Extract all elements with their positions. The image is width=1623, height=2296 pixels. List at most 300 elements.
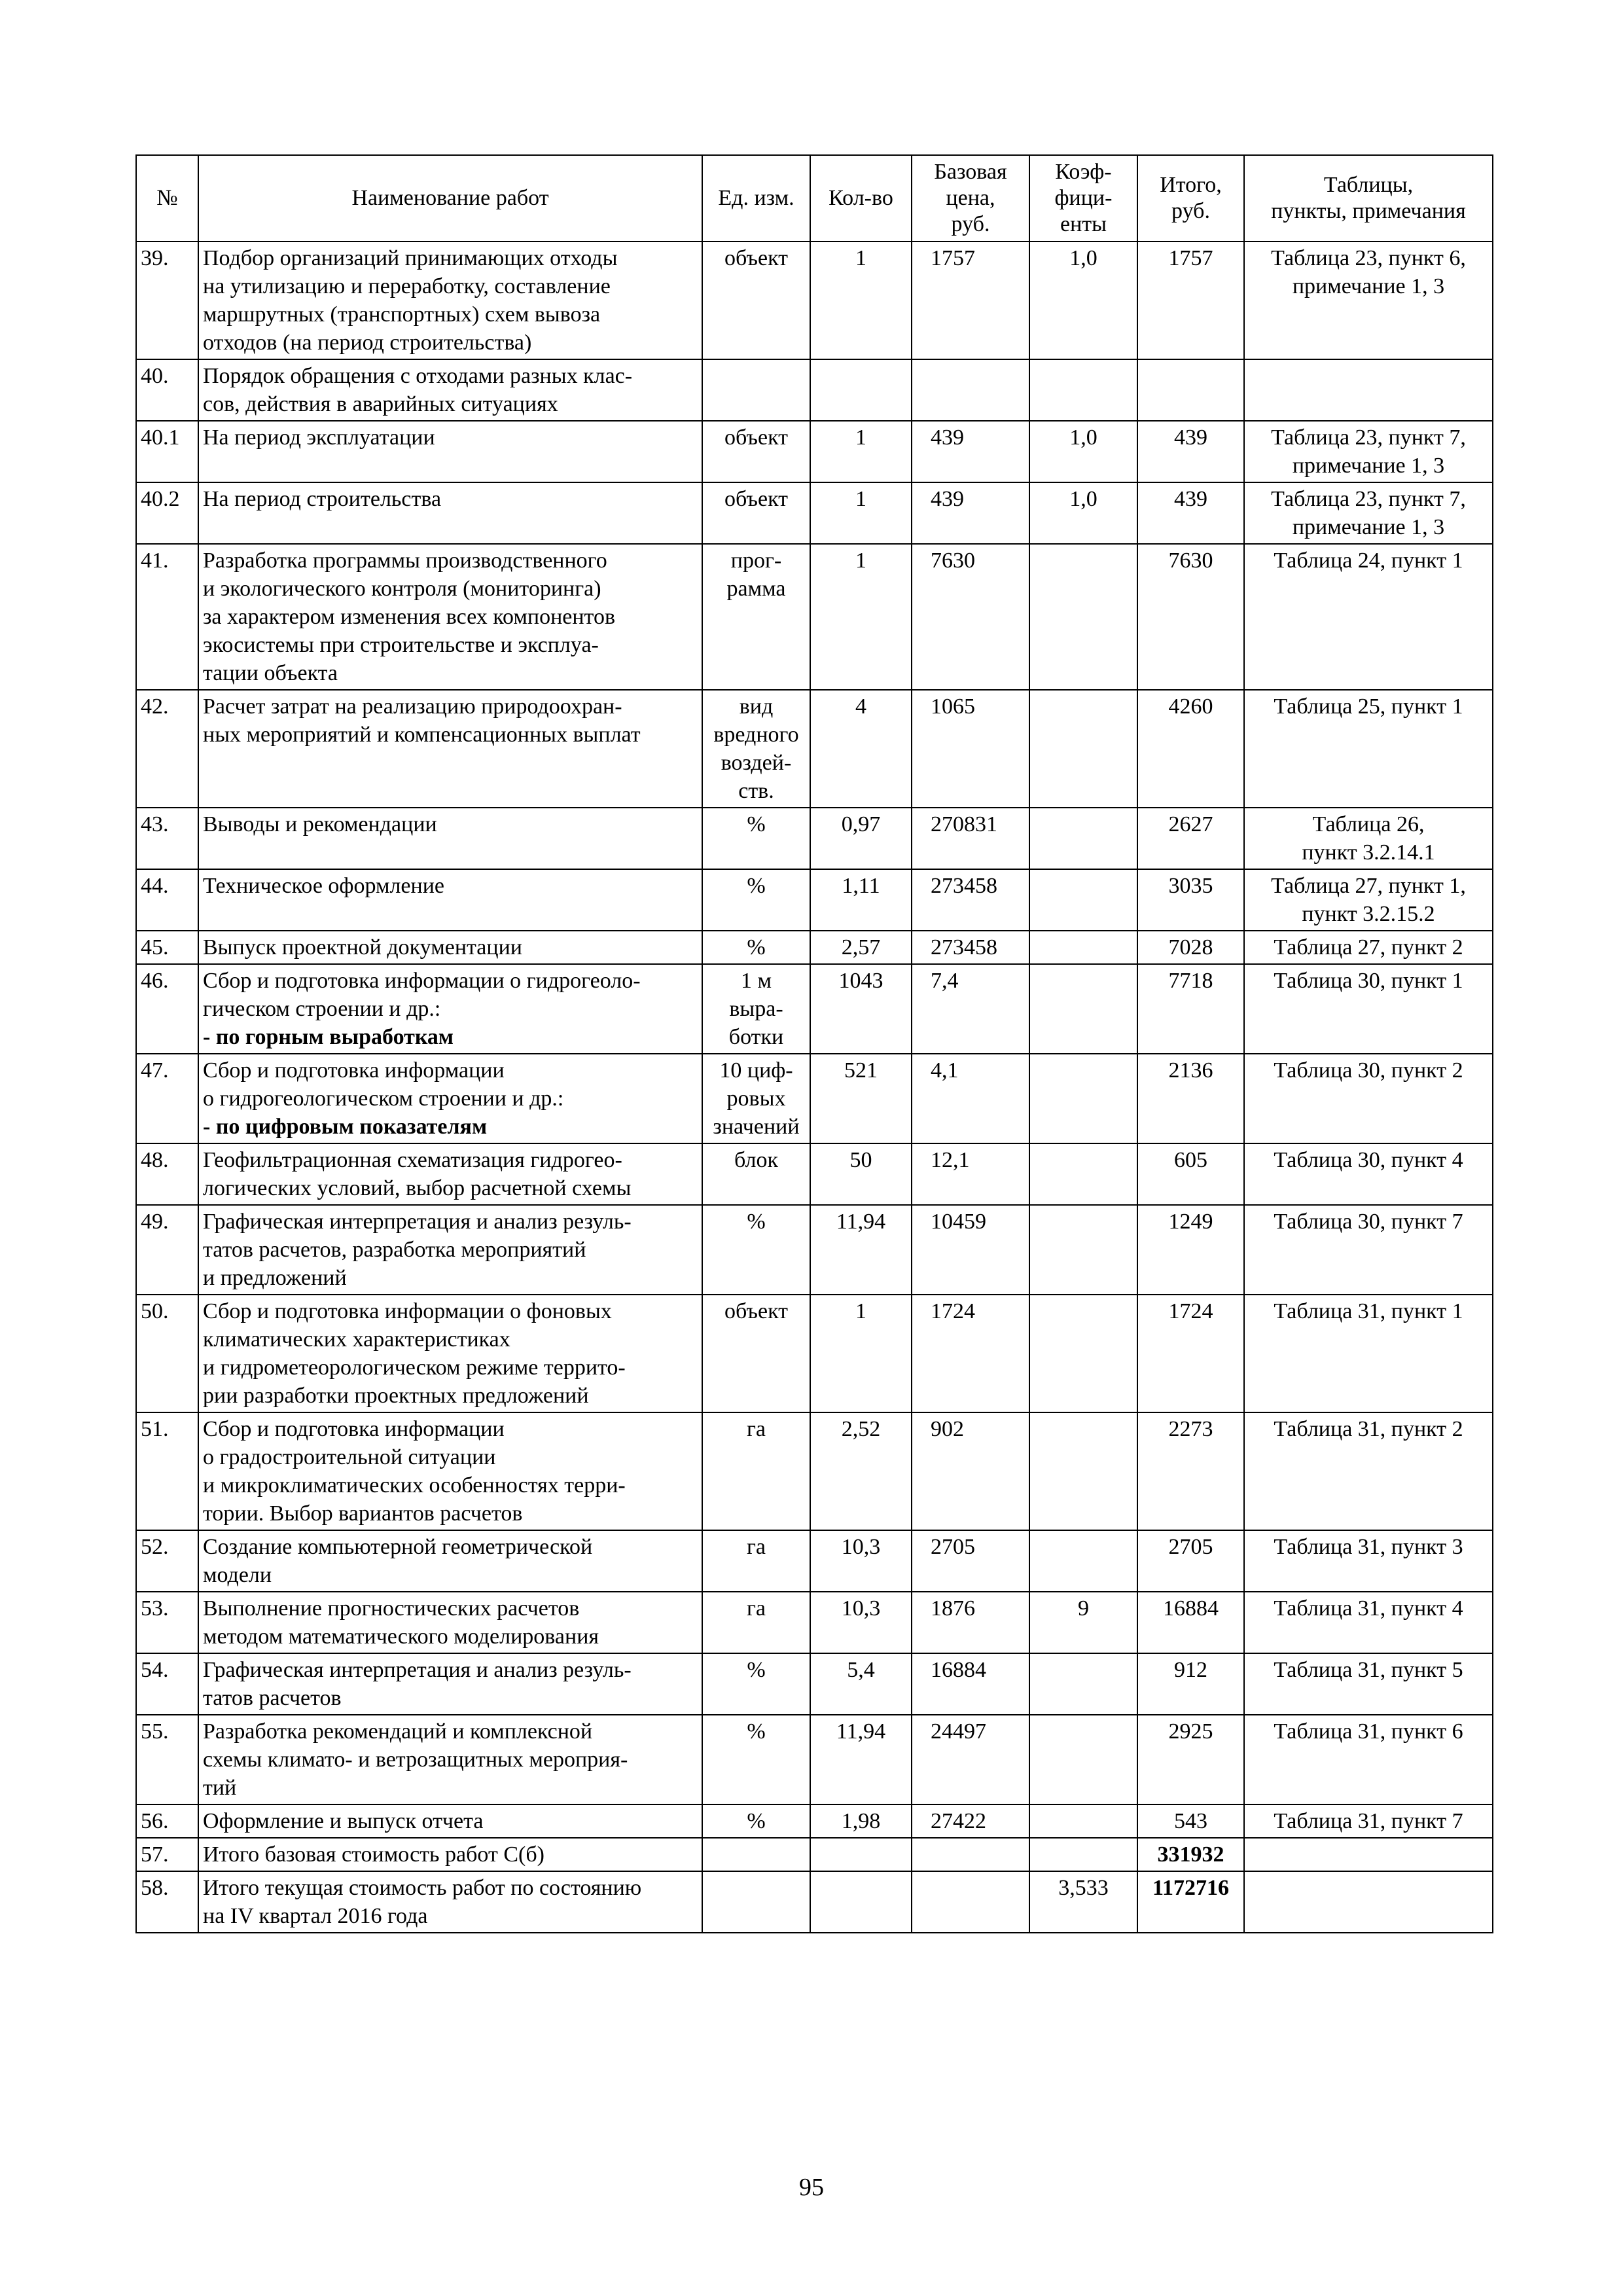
cell-unit bbox=[702, 869, 810, 931]
cell-qty: 1 bbox=[810, 544, 912, 690]
header-notes-line: Таблицы, bbox=[1323, 173, 1414, 197]
table-body bbox=[136, 242, 1493, 1933]
cell-name-line: отходов (на период строительства) bbox=[203, 331, 532, 355]
cell-unit-line: объект bbox=[724, 487, 789, 511]
cell-name-line: Порядок обращения с отходами разных клас- bbox=[203, 364, 633, 388]
cell-unit-line: объект bbox=[724, 1299, 789, 1323]
cell-name bbox=[198, 1804, 702, 1838]
cell-notes bbox=[1244, 1838, 1493, 1871]
cost-table-container bbox=[135, 154, 1492, 1933]
cell-num: 43. bbox=[136, 808, 198, 869]
cell-qty: 1 bbox=[810, 421, 912, 482]
cell-name-line: Оформление и выпуск отчета bbox=[203, 1809, 484, 1833]
cell-qty: 10,3 bbox=[810, 1592, 912, 1653]
cell-name-line: климатических характеристиках bbox=[203, 1327, 510, 1352]
cell-num: 56. bbox=[136, 1804, 198, 1838]
header-base-price-line: руб. bbox=[951, 212, 990, 236]
cell-name-line: На период эксплуатации bbox=[203, 425, 435, 450]
cell-notes bbox=[1244, 1205, 1493, 1295]
cell-name-line: логических условий, выбор расчетной схемы bbox=[203, 1176, 632, 1200]
cell-qty: 2,52 bbox=[810, 1412, 912, 1530]
cell-name bbox=[198, 869, 702, 931]
header-coef-line: фици- bbox=[1054, 186, 1113, 210]
cell-name-line: методом математического моделирования bbox=[203, 1624, 599, 1649]
cell-name-line: Сбор и подготовка информации о гидрогеоло- bbox=[203, 969, 641, 993]
cell-name-line: и экологического контроля (мониторинга) bbox=[203, 577, 601, 601]
table-row bbox=[136, 1205, 1493, 1295]
header-base-price bbox=[912, 155, 1029, 242]
cell-notes-line: Таблица 30, пункт 7 bbox=[1274, 1210, 1463, 1234]
cell-name-line: за характером изменения всех компонентов bbox=[203, 605, 616, 629]
cell-base-price: 7630 bbox=[912, 544, 1029, 690]
cell-notes bbox=[1244, 1054, 1493, 1143]
cell-notes bbox=[1244, 964, 1493, 1054]
cell-name bbox=[198, 1592, 702, 1653]
cell-unit-line: % bbox=[747, 874, 766, 898]
cell-num: 50. bbox=[136, 1295, 198, 1412]
cell-num: 52. bbox=[136, 1530, 198, 1592]
cell-num: 39. bbox=[136, 242, 198, 359]
cell-qty: 1043 bbox=[810, 964, 912, 1054]
cell-notes bbox=[1244, 869, 1493, 931]
cell-total: 3035 bbox=[1137, 869, 1244, 931]
cell-unit-line: выра- bbox=[729, 997, 783, 1021]
header-total-line: руб. bbox=[1171, 199, 1210, 223]
cell-qty: 1,98 bbox=[810, 1804, 912, 1838]
table-row bbox=[136, 544, 1493, 690]
cell-unit-line: рамма bbox=[726, 577, 786, 601]
cell-name-line: татов расчетов bbox=[203, 1686, 342, 1710]
cell-coef bbox=[1029, 869, 1137, 931]
cell-notes-line: Таблица 27, пункт 2 bbox=[1274, 935, 1463, 960]
cell-name-line: экосистемы при строительстве и эксплуа- bbox=[203, 633, 599, 657]
cell-qty: 0,97 bbox=[810, 808, 912, 869]
cell-qty: 521 bbox=[810, 1054, 912, 1143]
cell-unit bbox=[702, 1412, 810, 1530]
cell-notes bbox=[1244, 1143, 1493, 1205]
cell-unit-line: га bbox=[746, 1417, 766, 1441]
cell-unit-line: % bbox=[747, 935, 766, 960]
cell-name-line: маршрутных (транспортных) схем вывоза bbox=[203, 302, 601, 327]
cell-qty: 11,94 bbox=[810, 1715, 912, 1804]
cell-total: 543 bbox=[1137, 1804, 1244, 1838]
cell-name-line: и предложений bbox=[203, 1266, 347, 1290]
cell-base-price: 4,1 bbox=[912, 1054, 1029, 1143]
cell-qty: 1 bbox=[810, 242, 912, 359]
table-row bbox=[136, 931, 1493, 964]
cell-notes bbox=[1244, 808, 1493, 869]
cell-notes bbox=[1244, 1804, 1493, 1838]
cell-num: 48. bbox=[136, 1143, 198, 1205]
cell-name-line: Сбор и подготовка информации о фоновых bbox=[203, 1299, 612, 1323]
cell-unit bbox=[702, 1653, 810, 1715]
cell-num: 53. bbox=[136, 1592, 198, 1653]
header-name: Наименование работ bbox=[198, 155, 702, 242]
cell-coef bbox=[1029, 1054, 1137, 1143]
cell-total: 7028 bbox=[1137, 931, 1244, 964]
cell-total: 16884 bbox=[1137, 1592, 1244, 1653]
cell-name-bold-line: - по цифровым показателям bbox=[203, 1115, 488, 1139]
cell-coef: 1,0 bbox=[1029, 482, 1137, 544]
cell-coef bbox=[1029, 1838, 1137, 1871]
cell-name-line: На период строительства bbox=[203, 487, 442, 511]
cell-notes bbox=[1244, 1871, 1493, 1933]
header-notes-line: пункты, примечания bbox=[1271, 199, 1466, 223]
cell-name-line: Разработка программы производственного bbox=[203, 548, 607, 573]
cell-num: 40. bbox=[136, 359, 198, 421]
cell-total bbox=[1137, 359, 1244, 421]
cell-name bbox=[198, 421, 702, 482]
cell-notes-line: пункт 3.2.15.2 bbox=[1302, 902, 1435, 926]
cell-notes-line: примечание 1, 3 bbox=[1292, 274, 1445, 298]
cell-name-line: Итого текущая стоимость работ по состоянию bbox=[203, 1876, 642, 1900]
cell-coef bbox=[1029, 1295, 1137, 1412]
cell-name-line: гическом строении и др.: bbox=[203, 997, 441, 1021]
cell-coef bbox=[1029, 931, 1137, 964]
table-row bbox=[136, 964, 1493, 1054]
cell-name-line: схемы климато- и ветрозащитных мероприя- bbox=[203, 1748, 628, 1772]
cell-total: 1724 bbox=[1137, 1295, 1244, 1412]
cell-name-line: модели bbox=[203, 1563, 272, 1587]
cell-notes bbox=[1244, 1592, 1493, 1653]
cell-name-line: Графическая интерпретация и анализ резуль- bbox=[203, 1210, 632, 1234]
cell-name-line: ных мероприятий и компенсационных выплат bbox=[203, 723, 641, 747]
cell-notes-line: Таблица 26, bbox=[1312, 812, 1425, 836]
cell-notes-line: Таблица 23, пункт 6, bbox=[1271, 246, 1466, 270]
header-num: № bbox=[136, 155, 198, 242]
cell-notes-line: пункт 3.2.14.1 bbox=[1302, 840, 1435, 865]
cell-unit-line: значений bbox=[713, 1115, 800, 1139]
cell-coef bbox=[1029, 1804, 1137, 1838]
cell-base-price: 270831 bbox=[912, 808, 1029, 869]
cell-coef bbox=[1029, 1143, 1137, 1205]
cell-name-line: на IV квартал 2016 года bbox=[203, 1904, 428, 1928]
cell-unit-line: га bbox=[746, 1535, 766, 1559]
cell-qty: 50 bbox=[810, 1143, 912, 1205]
cell-unit-line: ств. bbox=[738, 779, 774, 803]
cell-notes bbox=[1244, 1412, 1493, 1530]
cell-coef: 1,0 bbox=[1029, 242, 1137, 359]
cell-unit-line: блок bbox=[734, 1148, 778, 1172]
cell-qty: 1 bbox=[810, 482, 912, 544]
cell-num: 40.1 bbox=[136, 421, 198, 482]
table-row bbox=[136, 1295, 1493, 1412]
cell-notes-line: Таблица 31, пункт 7 bbox=[1274, 1809, 1463, 1833]
cell-total: 605 bbox=[1137, 1143, 1244, 1205]
cell-name-line: Итого базовая стоимость работ С(б) bbox=[203, 1842, 544, 1867]
cell-num: 42. bbox=[136, 690, 198, 808]
cell-coef bbox=[1029, 1715, 1137, 1804]
header-coef-line: Коэф- bbox=[1055, 160, 1112, 184]
cell-name-line: и гидрометеорологическом режиме террито- bbox=[203, 1355, 626, 1380]
cell-qty: 5,4 bbox=[810, 1653, 912, 1715]
table-row bbox=[136, 1871, 1493, 1933]
cell-name-line: тории. Выбор вариантов расчетов bbox=[203, 1501, 523, 1526]
cell-name-line: Сбор и подготовка информации bbox=[203, 1417, 505, 1441]
cell-name bbox=[198, 359, 702, 421]
cell-unit bbox=[702, 1295, 810, 1412]
cell-base-price: 902 bbox=[912, 1412, 1029, 1530]
cell-unit bbox=[702, 1530, 810, 1592]
cell-notes-line: Таблица 31, пункт 2 bbox=[1274, 1417, 1463, 1441]
cell-coef: 9 bbox=[1029, 1592, 1137, 1653]
header-qty: Кол-во bbox=[810, 155, 912, 242]
cell-name-line: на утилизацию и переработку, составление bbox=[203, 274, 611, 298]
cell-name bbox=[198, 482, 702, 544]
cell-base-price: 2705 bbox=[912, 1530, 1029, 1592]
cell-unit bbox=[702, 544, 810, 690]
cell-name-line: Графическая интерпретация и анализ резуль- bbox=[203, 1658, 632, 1682]
table-row bbox=[136, 242, 1493, 359]
cell-base-price bbox=[912, 1871, 1029, 1933]
cell-base-price: 7,4 bbox=[912, 964, 1029, 1054]
table-row bbox=[136, 869, 1493, 931]
cell-notes-line: Таблица 31, пункт 5 bbox=[1274, 1658, 1463, 1682]
cell-num: 47. bbox=[136, 1054, 198, 1143]
cell-unit-line: % bbox=[747, 1809, 766, 1833]
cell-name-line: Создание компьютерной геометрической bbox=[203, 1535, 593, 1559]
cell-total: 1249 bbox=[1137, 1205, 1244, 1295]
cell-unit-line: вредного bbox=[713, 723, 799, 747]
cell-qty: 11,94 bbox=[810, 1205, 912, 1295]
cell-num: 54. bbox=[136, 1653, 198, 1715]
cell-notes-line: Таблица 30, пункт 2 bbox=[1274, 1058, 1463, 1083]
cell-total: 331932 bbox=[1137, 1838, 1244, 1871]
cell-name-line: тации объекта bbox=[203, 661, 338, 685]
cell-unit bbox=[702, 964, 810, 1054]
table-row bbox=[136, 1715, 1493, 1804]
cell-qty bbox=[810, 1871, 912, 1933]
cell-coef bbox=[1029, 1653, 1137, 1715]
cell-base-price: 1757 bbox=[912, 242, 1029, 359]
cell-total: 4260 bbox=[1137, 690, 1244, 808]
cell-unit bbox=[702, 808, 810, 869]
cell-notes-line: Таблица 27, пункт 1, bbox=[1271, 874, 1466, 898]
cell-base-price: 24497 bbox=[912, 1715, 1029, 1804]
cell-num: 51. bbox=[136, 1412, 198, 1530]
cell-notes bbox=[1244, 1715, 1493, 1804]
cell-notes-line: Таблица 24, пункт 1 bbox=[1274, 548, 1463, 573]
cell-name-line: сов, действия в аварийных ситуациях bbox=[203, 392, 558, 416]
cell-base-price: 439 bbox=[912, 421, 1029, 482]
cell-notes-line: Таблица 23, пункт 7, bbox=[1271, 425, 1466, 450]
cell-notes-line: Таблица 30, пункт 1 bbox=[1274, 969, 1463, 993]
cell-total: 2705 bbox=[1137, 1530, 1244, 1592]
cell-unit-line: га bbox=[746, 1596, 766, 1621]
cell-unit bbox=[702, 1715, 810, 1804]
cell-num: 41. bbox=[136, 544, 198, 690]
cell-base-price: 1876 bbox=[912, 1592, 1029, 1653]
cell-notes-line: Таблица 31, пункт 6 bbox=[1274, 1719, 1463, 1744]
cell-unit bbox=[702, 1871, 810, 1933]
table-row bbox=[136, 1054, 1493, 1143]
cell-unit-line: 10 циф- bbox=[719, 1058, 793, 1083]
cell-base-price: 27422 bbox=[912, 1804, 1029, 1838]
cell-unit bbox=[702, 690, 810, 808]
cell-total: 7718 bbox=[1137, 964, 1244, 1054]
cell-coef bbox=[1029, 1205, 1137, 1295]
cell-name bbox=[198, 1653, 702, 1715]
table-row bbox=[136, 1412, 1493, 1530]
cell-base-price: 439 bbox=[912, 482, 1029, 544]
cell-name bbox=[198, 1530, 702, 1592]
page-number: 95 bbox=[799, 2174, 824, 2201]
cell-name-line: Геофильтрационная схематизация гидрогео- bbox=[203, 1148, 622, 1172]
header-coef bbox=[1029, 155, 1137, 242]
cell-coef: 3,533 bbox=[1029, 1871, 1137, 1933]
cell-name bbox=[198, 1838, 702, 1871]
cell-name-line: Выполнение прогностических расчетов bbox=[203, 1596, 580, 1621]
header-coef-line: енты bbox=[1060, 212, 1107, 236]
cell-qty: 4 bbox=[810, 690, 912, 808]
cell-name bbox=[198, 1295, 702, 1412]
cell-notes-line: Таблица 31, пункт 4 bbox=[1274, 1596, 1463, 1621]
cell-unit bbox=[702, 1205, 810, 1295]
cell-unit-line: объект bbox=[724, 425, 789, 450]
cell-qty bbox=[810, 1838, 912, 1871]
cell-unit-line: 1 м bbox=[740, 969, 772, 993]
cell-notes-line: Таблица 31, пункт 1 bbox=[1274, 1299, 1463, 1323]
cell-name-line: и микроклиматических особенностях терри- bbox=[203, 1473, 626, 1498]
cell-base-price: 273458 bbox=[912, 869, 1029, 931]
cell-unit-line: % bbox=[747, 1658, 766, 1682]
cell-name-line: тий bbox=[203, 1776, 237, 1800]
cell-total: 2136 bbox=[1137, 1054, 1244, 1143]
cell-qty: 1 bbox=[810, 1295, 912, 1412]
cell-unit bbox=[702, 1804, 810, 1838]
cell-notes bbox=[1244, 421, 1493, 482]
cell-total: 912 bbox=[1137, 1653, 1244, 1715]
cell-total: 1757 bbox=[1137, 242, 1244, 359]
cell-qty: 2,57 bbox=[810, 931, 912, 964]
cell-qty: 10,3 bbox=[810, 1530, 912, 1592]
cell-unit-line: объект bbox=[724, 246, 789, 270]
table-row bbox=[136, 1838, 1493, 1871]
cell-coef bbox=[1029, 690, 1137, 808]
cell-unit bbox=[702, 242, 810, 359]
cell-unit-line: воздей- bbox=[721, 751, 792, 775]
cell-coef bbox=[1029, 964, 1137, 1054]
cell-notes bbox=[1244, 1530, 1493, 1592]
cell-base-price bbox=[912, 1838, 1029, 1871]
cell-base-price: 1065 bbox=[912, 690, 1029, 808]
table-row bbox=[136, 1804, 1493, 1838]
cell-unit-line: % bbox=[747, 1719, 766, 1744]
cell-num: 44. bbox=[136, 869, 198, 931]
cell-unit bbox=[702, 1143, 810, 1205]
cell-name-line: Разработка рекомендаций и комплексной bbox=[203, 1719, 593, 1744]
cell-name-line: Сбор и подготовка информации bbox=[203, 1058, 505, 1083]
cell-coef: 1,0 bbox=[1029, 421, 1137, 482]
cell-name-line: Выводы и рекомендации bbox=[203, 812, 437, 836]
cell-name bbox=[198, 544, 702, 690]
cell-coef bbox=[1029, 1530, 1137, 1592]
header-unit: Ед. изм. bbox=[702, 155, 810, 242]
table-row bbox=[136, 1143, 1493, 1205]
cell-num: 40.2 bbox=[136, 482, 198, 544]
cell-name bbox=[198, 242, 702, 359]
cell-name-line: татов расчетов, разработка мероприятий bbox=[203, 1238, 586, 1262]
cell-name bbox=[198, 808, 702, 869]
header-base-price-line: цена, bbox=[946, 186, 995, 210]
cell-name-line: Подбор организаций принимающих отходы bbox=[203, 246, 618, 270]
cell-notes bbox=[1244, 1295, 1493, 1412]
cell-notes-line: примечание 1, 3 bbox=[1292, 515, 1445, 539]
cell-unit-line: ботки bbox=[728, 1025, 784, 1049]
cell-unit bbox=[702, 1592, 810, 1653]
cell-name bbox=[198, 1054, 702, 1143]
cell-num: 49. bbox=[136, 1205, 198, 1295]
header-notes bbox=[1244, 155, 1493, 242]
cell-unit bbox=[702, 359, 810, 421]
cell-name-line: Техническое оформление bbox=[203, 874, 445, 898]
cell-name-line: рии разработки проектных предложений bbox=[203, 1384, 589, 1408]
header-base-price-line: Базовая bbox=[934, 160, 1007, 184]
table-row bbox=[136, 808, 1493, 869]
cell-notes bbox=[1244, 931, 1493, 964]
cell-name-line: Расчет затрат на реализацию природоохран- bbox=[203, 694, 622, 719]
cell-name bbox=[198, 931, 702, 964]
table-row bbox=[136, 690, 1493, 808]
cell-base-price: 16884 bbox=[912, 1653, 1029, 1715]
cell-num: 55. bbox=[136, 1715, 198, 1804]
cell-num: 57. bbox=[136, 1838, 198, 1871]
cell-base-price: 273458 bbox=[912, 931, 1029, 964]
cell-name bbox=[198, 690, 702, 808]
cell-unit-line: % bbox=[747, 812, 766, 836]
cell-name-line: о гидрогеологическом строении и др.: bbox=[203, 1086, 564, 1111]
cell-name bbox=[198, 1143, 702, 1205]
cell-num: 46. bbox=[136, 964, 198, 1054]
table-row bbox=[136, 359, 1493, 421]
cell-notes-line: Таблица 23, пункт 7, bbox=[1271, 487, 1466, 511]
table-row bbox=[136, 1653, 1493, 1715]
cell-unit bbox=[702, 421, 810, 482]
cell-notes bbox=[1244, 242, 1493, 359]
cell-notes bbox=[1244, 482, 1493, 544]
cell-unit-line: ровых bbox=[726, 1086, 786, 1111]
cell-unit bbox=[702, 931, 810, 964]
cell-coef bbox=[1029, 1412, 1137, 1530]
cell-num: 45. bbox=[136, 931, 198, 964]
cell-unit bbox=[702, 1054, 810, 1143]
cell-unit-line: прог- bbox=[730, 548, 782, 573]
cell-notes bbox=[1244, 1653, 1493, 1715]
header-total bbox=[1137, 155, 1244, 242]
cell-name bbox=[198, 1715, 702, 1804]
header-total-line: Итого, bbox=[1160, 173, 1222, 197]
cell-notes-line: Таблица 31, пункт 3 bbox=[1274, 1535, 1463, 1559]
cell-total: 2925 bbox=[1137, 1715, 1244, 1804]
cell-num: 58. bbox=[136, 1871, 198, 1933]
cell-total: 2273 bbox=[1137, 1412, 1244, 1530]
cell-notes-line: примечание 1, 3 bbox=[1292, 454, 1445, 478]
cell-name-line: о градостроительной ситуации bbox=[203, 1445, 496, 1469]
cell-unit-line: вид bbox=[739, 694, 774, 719]
cell-notes bbox=[1244, 544, 1493, 690]
cell-notes-line: Таблица 25, пункт 1 bbox=[1274, 694, 1463, 719]
cell-total: 2627 bbox=[1137, 808, 1244, 869]
cell-base-price: 1724 bbox=[912, 1295, 1029, 1412]
cell-unit bbox=[702, 482, 810, 544]
table-row bbox=[136, 1592, 1493, 1653]
cell-coef bbox=[1029, 544, 1137, 690]
cell-total: 439 bbox=[1137, 421, 1244, 482]
cell-qty: 1,11 bbox=[810, 869, 912, 931]
cell-coef bbox=[1029, 359, 1137, 421]
cell-total: 439 bbox=[1137, 482, 1244, 544]
cell-unit-line: % bbox=[747, 1210, 766, 1234]
